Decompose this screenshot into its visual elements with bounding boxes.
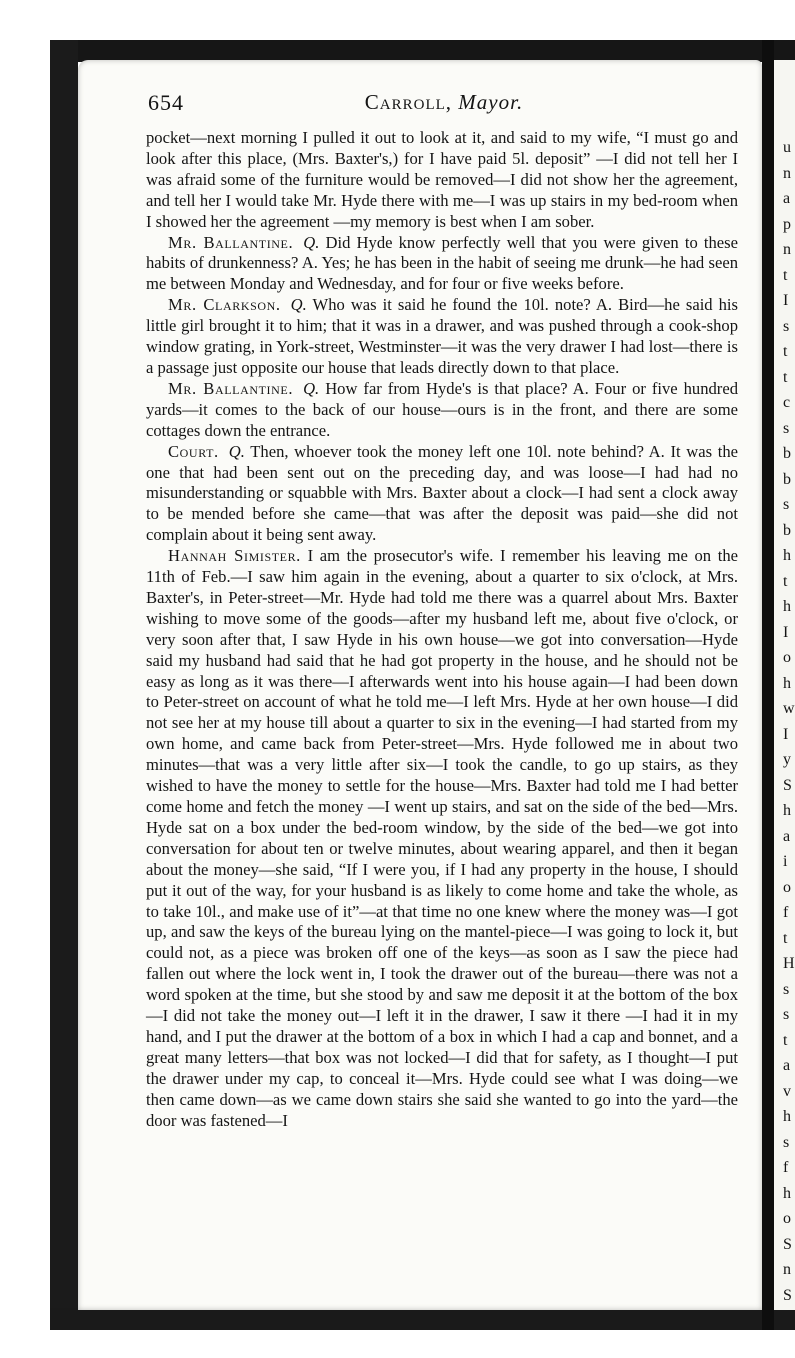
paragraph	[146, 233, 738, 296]
scan-frame-left	[50, 40, 78, 1328]
speaker-label: Mr. Ballantine.	[168, 378, 294, 398]
running-head-name: Carroll,	[364, 90, 453, 114]
facing-page-fragment: t	[783, 343, 788, 360]
facing-page-fragment: f	[783, 904, 789, 921]
facing-page-fragment: h	[783, 1108, 791, 1125]
facing-page-fragment: p	[783, 215, 791, 233]
facing-page-fragment: o	[783, 1210, 791, 1227]
facing-page-fragment: t	[783, 929, 788, 947]
facing-page-fragment: s	[783, 419, 790, 437]
facing-page-fragment: I	[783, 725, 789, 743]
facing-page-fragment: b	[783, 521, 791, 539]
paragraph	[146, 295, 738, 379]
facing-page-fragment: a	[783, 190, 791, 207]
facing-page-fragment: I	[783, 292, 789, 309]
paragraph	[146, 546, 738, 1131]
facing-page-fragment: h	[783, 598, 791, 615]
facing-page-fragment: I	[783, 623, 789, 641]
paragraph-text: I am the prosecutor's wife. I remember his leaving me on the 11th of Feb.—I saw him again in the evening, about a quarter to six o'clock, at Mrs. Baxter's, in Peter-street—Mr. Hyde had told me there was a quarrel about Mrs. Baxter wishing to move some of the goods—after my husband left me, about five o'clock, or very soon after that, I saw Hyde in his own house—we got into conversation—Hyde said my husband had said that he had got property in the house, and he should not be easy as long as it was there—I afterwards went into his house again—I had been down to Peter-street on account of what he told me—I left Mrs. Hyde at her own house—I did not see her at my house till about a quarter to six in the evening—I had started from my own home, and came back from Peter-street—Mrs. Hyde followed me in about two minutes—that was a very little after six—I took the candle, to go up stairs, as they wished to have the money to settle for the house—Mrs. Baxter had told me I had better come home and fetch the money —I went up stairs, and sat on the side of the bed—Mrs. Hyde sat on a box under the bed-room window, by the side of the bed—we got into conversation for about ten or twelve minutes, about wearing apparel, and then it began about the money—she said, “If I were you, if I had any property in the house, I should put it out of the way, for your husband is as likely to come home and take the whole, as to take 10l., and make use of it”—at that time no one knew where the money was—I got up, and saw the keys of the bureau lying on the mantel-piece—I was going to lock it, but could not, as a piece was broken off one of the keys—as soon as I saw the piece had fallen out where the lock went in, I took the drawer out of the bureau—there was not a word spoken at the time, but she stood by and saw me deposit it at the bottom of the box—I did not take the money out—I left it in the drawer, I saw it there —I had it in my hand, and I put the drawer at the bottom of a box in which I had a cap and bonnet, and a great many letters—that box was not locked—I did that for safety, as I thought—I put the drawer under my cap, to conceal it—Mrs. Hyde could see what I was doing—we then came down—as we came down stairs she said she wanted to go into the yard—the door was fastened—I	[146, 546, 738, 1130]
facing-page-fragment: o	[783, 878, 791, 896]
facing-page-fragment: c	[783, 394, 791, 411]
paragraph-text: How far from Hyde's is that place? A. Four or five hundred yards—it comes to the back of our house—ours is in the front, and there are some cottages down the entrance.	[146, 378, 738, 440]
speaker-label: Mr. Clarkson.	[168, 295, 281, 315]
scan-frame-bottom	[50, 1308, 795, 1330]
facing-page-fragment: y	[783, 751, 791, 768]
facing-page-fragment: h	[783, 674, 791, 692]
question-marker: Q.	[228, 441, 245, 461]
paragraph-text: pocket—next morning I pulled it out to look at it, and said to my wife, “I must go and look after this place, (Mrs. Baxter's,) for I have paid 5l. deposit” —I did not tell her I was afraid some of the furniture would be removed—I did not show her the agreement, and tell her I would take Mr. Hyde there with me—I was up stairs in my bed-room when I showed her the agreement —my memory is best when I am sober.	[146, 128, 738, 231]
facing-page-fragment: a	[783, 1057, 791, 1074]
paragraph-text: Who was it said he found the 10l. note? A. Bird—he said his little girl brought it to him; that it was in a drawer, and was pushed through a cook-shop window grating, in York-street, Westminster—it was the very drawer I had lost—there is a passage just opposite our house that leads directly down to that place.	[146, 295, 739, 377]
facing-page-fragment: S	[783, 1235, 792, 1253]
facing-page-fragment: s	[783, 1133, 790, 1151]
running-head	[148, 90, 740, 115]
facing-page-fragment: t	[783, 572, 788, 590]
facing-page-fragment: o	[783, 649, 791, 666]
facing-page-fragment: t	[783, 1031, 788, 1049]
facing-page-fragment: v	[783, 1082, 791, 1100]
facing-page-fragment: s	[783, 317, 790, 335]
paragraph-text: Did Hyde know perfectly well that you were given to these habits of drunkenness? A. Yes; he has been in the habit of seeing me drunk—he had seen me between Monday and Wednesday, and for four or five weeks before.	[146, 232, 738, 294]
facing-page-fragment: w	[783, 700, 795, 717]
page-header	[148, 90, 740, 116]
facing-page-fragment: b	[783, 445, 791, 462]
paragraph	[146, 128, 738, 233]
facing-page-fragment: h	[783, 547, 791, 564]
paragraph-text: Then, whoever took the money left one 10l. note behind? A. It was the one that had been sent out on the preceding day, and was loose—I had had no misunderstanding or squabble with Mrs. Baxter about a clock—I had sent a clock away to be mended before she came—that was after the deposit was paid—she did not complain about it being sent away.	[146, 441, 738, 545]
facing-page-fragment: n	[783, 241, 791, 258]
facing-page-fragment: a	[783, 827, 791, 845]
question-marker: Q.	[303, 378, 320, 398]
facing-page-fragment: n	[783, 164, 791, 182]
scan-frame-top	[50, 40, 795, 62]
facing-page-fragment: h	[783, 802, 791, 819]
page-number: 654	[148, 90, 184, 115]
facing-page-fragment: H	[783, 955, 795, 972]
facing-page-fragment: h	[783, 1184, 791, 1202]
speaker-label: Court.	[168, 441, 219, 461]
speaker-label: Hannah Simister.	[168, 546, 301, 566]
question-marker: Q.	[303, 232, 320, 252]
facing-page-fragment: t	[783, 266, 788, 284]
body-text	[146, 128, 738, 1132]
book-spine	[762, 40, 774, 1330]
facing-page-fragment: u	[783, 139, 791, 156]
speaker-label: Mr. Ballantine.	[168, 232, 294, 252]
paragraph	[146, 442, 738, 547]
facing-page-fragment: S	[783, 1286, 792, 1304]
facing-page-fragment: i	[783, 853, 788, 870]
facing-page-fragment: b	[783, 470, 791, 488]
facing-page-edge	[774, 60, 795, 1310]
facing-page-fragment: s	[783, 496, 790, 513]
facing-page-fragment: n	[783, 1261, 791, 1278]
question-marker: Q.	[290, 295, 307, 315]
facing-page-fragment: S	[783, 776, 792, 794]
running-head-title: Mayor.	[458, 90, 524, 114]
facing-page-fragment: s	[783, 1006, 790, 1023]
facing-page-fragment: s	[783, 980, 790, 998]
facing-page-fragment: t	[783, 368, 788, 386]
facing-page-fragment: f	[783, 1159, 789, 1176]
paragraph	[146, 379, 738, 442]
